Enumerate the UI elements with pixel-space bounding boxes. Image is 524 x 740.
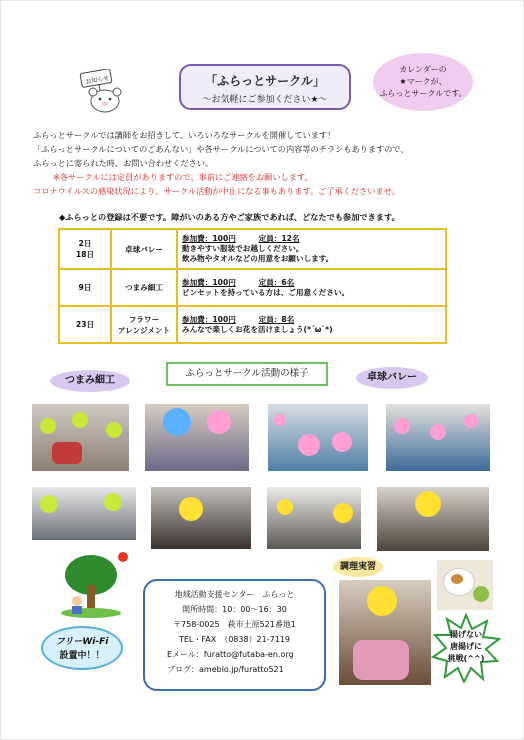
title-box [179, 64, 351, 110]
circle-name-cell: 卓球バレー [111, 229, 177, 269]
intro-line: 「ふらっとサークルについてのごあんない」や各サークルについての内容等のチラシもありますので、 [33, 144, 409, 154]
intro-line: ふらっとサークルでは講師をお招きして、いろいろなサークルを開催しています！ [33, 130, 336, 140]
wifi-line: フリーWi-Fi [55, 637, 109, 647]
wifi-line: 設置中！！ [59, 651, 105, 661]
contact-info-box [143, 579, 326, 691]
wifi-notice [41, 626, 123, 670]
calendar-note [373, 53, 473, 111]
burst-line: 挑戦(^^) [447, 654, 485, 663]
tree-illustration-icon [57, 549, 137, 621]
burst-line: 唐揚げに [450, 642, 482, 651]
activity-photo [32, 487, 136, 540]
page-title: 「ふらっとサークル」 [205, 74, 325, 88]
burst-text [441, 629, 491, 665]
intro-text [33, 128, 503, 198]
date-cell: 9日 [59, 269, 111, 306]
capacity-warning: ※各サークルには定員がありますので、事前にご連絡をお願いします。 [53, 172, 313, 182]
schedule-table [58, 228, 447, 344]
center-name: 地域活動支援センター ふらっと [174, 590, 295, 599]
bear-sign-text: お知らせ [84, 74, 110, 86]
date-cell: 2日 18日 [59, 229, 111, 269]
details-cell: 参加費：100円 定員：12名 動きやすい服装でお越しください。 飲み物やタオルなどの用意をお願いします。 [177, 229, 446, 269]
table-row [59, 229, 446, 269]
activity-photo [377, 487, 489, 551]
circle-name-cell: つまみ細工 [111, 269, 177, 306]
blog: ブログ：ameblo.jp/furatto521 [167, 665, 284, 674]
calendar-note-line: ★マークが、 [399, 77, 447, 86]
activity-photo [32, 404, 129, 471]
activity-photo [267, 487, 361, 549]
page-subtitle: ～お気軽にご参加ください★～ [202, 95, 328, 105]
tsumami-label: つまみ細工 [50, 370, 130, 392]
activity-photo [268, 404, 368, 471]
activity-photo [151, 487, 251, 549]
table-row [59, 306, 446, 343]
address: 〒758-0025 萩市土原521番地1 [173, 620, 296, 629]
email: Eメール：furatto@futaba-en.org [167, 650, 294, 659]
details-cell: 参加費：100円 定員：8名 みんなで楽しくお花を活けましょう(*´ω`*) [177, 306, 446, 343]
burst-line: 揚げない [450, 630, 482, 639]
calendar-note-line: カレンダーの [399, 65, 447, 74]
registration-notice: ◆ふらっとの登録は不要です。障がいのある方やご家族であれば、どなたでも参加できます。 [59, 212, 400, 222]
dish-photo [437, 560, 493, 610]
opening-hours: 開所時間：10：00～16：30 [182, 605, 287, 614]
circle-name-cell: フラワー アレンジメント [111, 306, 177, 343]
calendar-note-line: ふらっとサークルです。 [379, 89, 467, 98]
cooking-photo [339, 580, 431, 685]
activity-photo [145, 404, 249, 471]
details-cell: 参加費：100円 定員：6名 ピンセットを持っている方は、ご用意ください。 [177, 269, 446, 306]
date-cell: 23日 [59, 306, 111, 343]
takkyu-label: 卓球バレー [356, 367, 428, 389]
bear-mascot-icon [79, 69, 131, 113]
table-row [59, 269, 446, 306]
tel-fax: TEL・FAX （0838）21-7119 [178, 635, 290, 644]
activity-photo [386, 404, 490, 471]
cooking-label: 調理実習 [333, 557, 383, 577]
intro-line: ふらっとに寄られた時、お問い合わせください。 [33, 158, 214, 168]
activity-title: ふらっとサークル活動の様子 [166, 362, 328, 386]
covid-warning: コロナウイルスの感染状況により、サークル活動が中止になる事もあります。ご了承くださいませ。 [33, 186, 400, 196]
